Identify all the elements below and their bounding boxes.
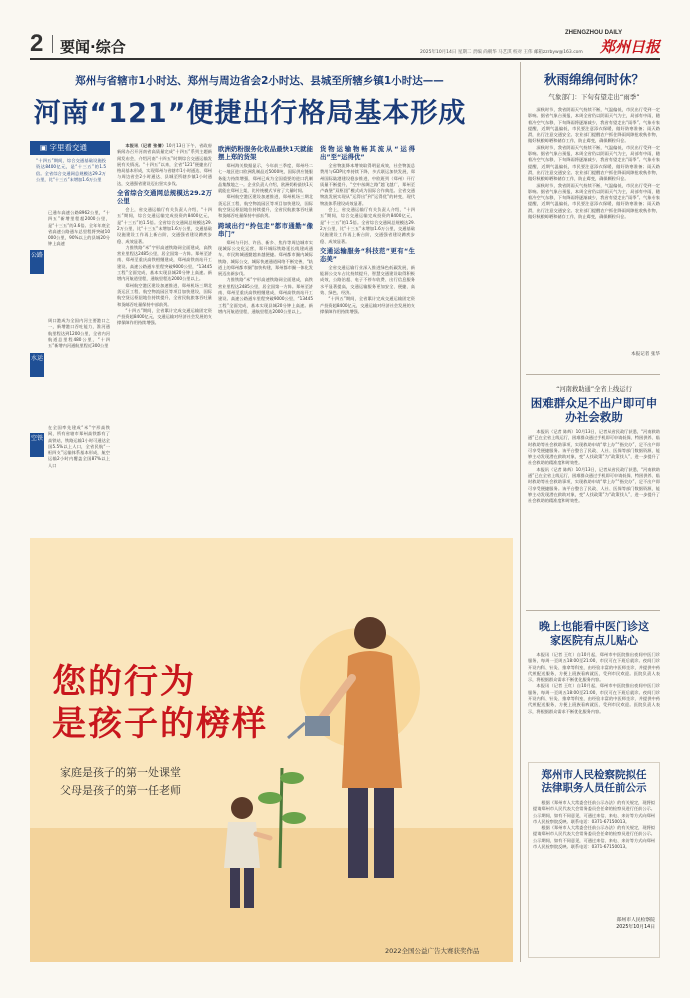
lead-body-5: “十四五”期间，全省累计完成交通运输固定资产投资超8400亿元，交通运输对经济社会发展的支撑保障作用持续增强。 (117, 307, 212, 326)
masthead-meta: 2025年10月14日 星期二 责编 尚朝华 马艺淇 校对 王伟 邮箱zzrbyw@163.com (420, 50, 583, 55)
sidebar-text-road: 已通车高速公路8962公里，“十四五”新增里程超2000公里，是“十三五”的3.6倍。全年年底全省高速公路通车总里程将突破10000公里，90%以上的县城20分钟上高速 (48, 210, 110, 247)
col3-body-1b: 郑州航空港区建设加速推进，郑州机场三期北货运区工程、航空物流园区等项目加快建设，国际航空货运枢纽地位持续提升，全省民航旅客吞吐量和货邮吞吐量保持中部前列。 (218, 194, 313, 219)
autumn-rain-byline: 本报记者 张华 (630, 352, 660, 357)
article-tcm-clinic (528, 618, 660, 758)
article-social-relief (528, 384, 660, 606)
tcm-title: 晚上也能看中医门诊这家医院有点儿贴心 (539, 620, 649, 647)
sidebar-item-water (30, 318, 110, 418)
lead-body-3: 力推铁路“米”字形高速铁路网全面建成，高铁营业里程达2485公里，居全国第一方阵。郑州至济南、郑州至重庆高铁相继建成，郑州高铁南站开工建设。高速公路通车里程突破9000公里，“13445工程”全面完成，基本实现县城20分钟上高速。新增内河航道里程，通航里程达2000公里以上。 (117, 244, 212, 282)
autumn-rain-body (528, 107, 660, 351)
sidebar-title-icon: ▣ (40, 143, 50, 152)
tcm-text-2: 本报讯（记者 王红）自10月起，郑州市中医院推出夜间中医门诊服务，每周一至周五18:00至21:00，市民可在下班后就诊。夜间门诊开设内科、针灸、推拿等科室，由经验丰富的中医师坐诊，并提供中药代煎配送服务，方便上班族看病就医，受到市民欢迎。医院负责人表示，将根据群众需求不断优化服务内容。 (528, 683, 660, 714)
notice-body (533, 800, 655, 912)
public-service-ad (30, 538, 513, 962)
notice-text: 根据《郑州市人大常委会任前公示办法》的有关规定，现将拟提请郑州市人民代表大会常务委员会任命的检察员进行任前公示。公示期间，如有不同意见，可通过来信、来电、来访等方式向郑州市人民检察院反映。联系电话：0371-67150013。 (533, 800, 655, 824)
lead-body-4: 郑州航空港区建设加速推进，郑州机场三期北货运区工程、航空物流园区等项目加快建设，国际航空货运枢纽地位持续提升，全省民航旅客吞吐量和货邮吞吐量保持中部前列。 (117, 282, 212, 307)
ad-title-line-2: 是孩子的榜样 (52, 704, 268, 744)
notice-signature: 郑州市人民检察院 (616, 918, 655, 923)
sidebar-item-road (30, 210, 110, 315)
lead-body-1: 10月13日下午，省政府新闻办召开河南省高质量完成“十四五”系列主题新闻发布会，介绍河南“十四五”时期综合交通运输发展有关情况。“十四五”以来，全省“121”便捷出行格局基本形成，实现郑州与省辖市1小时通达、郑州与周边省会2小时通达、县城至所辖乡镇1小时通达，交通强省建设迈出坚实步伐。 (117, 143, 212, 186)
lead-column-3 (218, 143, 313, 535)
col4-subhead-2: 交通运输服务“科技范”更有“生态美” (320, 246, 415, 263)
relief-text: 本报讯（记者 陈辉）10月13日，记者从省民政厅获悉，“河南救助通”已在全省上线运行，困难群众通过手机即可申请低保、特困供养、临时救助等社会救助事项，实现救助申请“掌上办”“指尖办”，足不出户即可享受便捷服务。该平台整合了民政、人社、医保等部门数据资源，能够主动发现潜在救助对象，变“人找政策”为“政策找人”，进一步提升了社会救助的精准度和时效性。 (528, 429, 660, 466)
lead-body-2: 会上，省交通运输厅有关负责人介绍，“十四五”期间，综合交通运输完成投资约8400亿元，是“十三五”的1.5倍。全省综合交通网总规模达29.2万公里，比“十三五”末增加1.6万公里，交通基础设施建设工作再上新台阶，交通强省建设蹄疾步稳、成效显著。 (117, 207, 212, 244)
col3-subhead-1: 欧洲奶粉服务化收品最快1天就能摆上郑的货架 (218, 145, 313, 161)
ad-tagline-2: 父母是孩子的第一任老师 (60, 784, 181, 797)
notice-title: 郑州市人民检察院拟任法律职务人员任前公示 (541, 769, 647, 794)
relief-title: 困难群众足不出户即可申办社会救助 (530, 396, 658, 424)
lead-subhead-1: 全省综合交通网总规模达29.2万公里 (117, 189, 212, 206)
col3-body-2: 郑州与开封、许昌、新乡、焦作等周边城市实现城际公交化运营，郑开城际铁路延长线建成通车，市民跨城通勤越来越便捷。郑州都市圈内城际铁路、城际公交、城际快速通道网络不断完善，“轨道上的郑州都市圈”加快构建，郑州都市圈一体化发展迈出新步伐。 (218, 239, 313, 277)
paper-name-logo: 郑州日报 (600, 38, 661, 56)
autumn-rain-text: 深秋时节，我省阴雨天气持续不断，气温偏低，市民出行受到一定影响。据省气象台预报，本周全省仍以阴雨天气为主，局部有中雨，随着冷空气东移，下旬降雨将逐渐减少，我省有望走出“雨季”。气象专家提醒，近期气温偏低，市民要注意添衣保暖，做好防寒准备；雨天路滑，出行注意交通安全。农业部门提醒农户抓住降雨间隙抢收秋作物，做好秋粮晾晒和储存工作，防止霉变，确保颗粒归仓。 (528, 107, 660, 144)
masthead-rule (30, 58, 660, 60)
autumn-rain-text-3: 深秋时节，我省阴雨天气持续不断，气温偏低，市民出行受到一定影响。据省气象台预报，本周全省仍以阴雨天气为主，局部有中雨，随着冷空气东移，下旬降雨将逐渐减少，我省有望走出“雨季”。气象专家提醒，近期气温偏低，市民要注意添衣保暖，做好防寒准备；雨天路滑，出行注意交通安全。农业部门提醒农户抓住降雨间隙抢收秋作物，做好秋粮晾晒和储存工作，防止霉变，确保颗粒归仓。 (528, 182, 660, 220)
col3-body-2b: 力推铁路“米”字形高速铁路网全面建成，高铁营业里程达2485公里，居全国第一方阵。郑州至济南、郑州至重庆高铁相继建成，郑州高铁南站开工建设。高速公路通车里程突破9000公里，“13445工程”全面完成，基本实现县城20分钟上高速。新增内河航道里程，通航里程达2000公里以上。 (218, 277, 313, 314)
relief-text-2: 本报讯（记者 陈辉）10月13日，记者从省民政厅获悉，“河南救助通”已在全省上线运行，困难群众通过手机即可申请低保、特困供养、临时救助等社会救助事项，实现救助申请“掌上办”“指尖办”，足不出户即可享受便捷服务。该平台整合了民政、人社、医保等部门数据资源，能够主动发现潜在救助对象，变“人找政策”为“政策找人”，进一步提升了社会救助的精准度和时效性。 (528, 466, 660, 504)
ad-tagline-1: 家庭是孩子的第一处课堂 (60, 766, 181, 779)
sidebar-text-air-rail: 在全国率先建成“米”字形高铁网，所有省辖市郑州高铁都有了高铁站，铁路运输1小时可通达全国5.5%以上人口，全省民航“一枢四支”运输体系基本形成，航空运输2小时内覆盖全国87%以上人口 (48, 425, 110, 468)
lead-headline: 河南“121”便捷出行格局基本形成 (33, 98, 467, 129)
col4-subhead-1: 货物运输物畅其流从“运得出”至“运得优” (320, 145, 415, 161)
rule-right-2 (526, 610, 660, 611)
notice-text-2: 根据《郑州市人大常委会任前公示办法》的有关规定，现将拟提请郑州市人民代表大会常务委员会任命的检察员进行任前公示。公示期间，如有不同意见，可通过来信、来电、来访等方式向郑州市人民检察院反映。联系电话：0371-67150013。 (533, 825, 655, 850)
tcm-text: 本报讯（记者 王红）自10月起，郑州市中医院推出夜间中医门诊服务，每周一至周五18:00至21:00，市民可在下班后就诊。夜间门诊开设内科、针灸、推拿等科室，由经验丰富的中医师坐诊，并提供中药代煎配送服务，方便上班族看病就医，受到市民欢迎。医院负责人表示，将根据群众需求不断优化服务内容。 (528, 652, 660, 683)
ad-illustration (30, 538, 513, 962)
section-title: 要闻·综合 (60, 38, 126, 56)
col4-body-2: 全省交通运输行业深入推进绿色低碳发展，新能源公交车占比持续提升，智慧交通建设取得积极成效，公路治超、电子不停车收费、出行信息服务水平显著提高，交通运输服务更加安全、便捷、高效、绿色、经济。 (320, 264, 415, 296)
col3-body-1: 郑州海关数据显示，今年前三季度，郑州经二七一地区进口欧洲乳制品近5000吨，国际供应链服务能力持续增强，郑州已成为全国重要的进口乳制品集散地之一。企业负责人介绍，欧洲奶粉最快1天就能在郑州上架，比传统模式节省了大量时间。 (218, 163, 313, 194)
sidebar-item-air-rail (30, 425, 110, 535)
notice-date: 2025年10月14日 (616, 925, 655, 930)
rule-right-1 (526, 374, 660, 375)
section-divider (52, 35, 53, 53)
lead-kicker: 郑州与省辖市1小时达、郑州与周边省会2小时达、县城至所辖乡镇1小时达—— (75, 75, 444, 87)
page-number: 2 (30, 30, 44, 57)
edition-english: ZHENGZHOU DAILY (565, 30, 623, 36)
sidebar-text-water: 周口港成为全国内河主要港口之一，新增港口吞吐能力，淮河通航里程达到1200公里，全省内河航道总里程480公里，“十四五”新增内河通航里程近300公里 (48, 318, 110, 349)
sidebar-title: 字里看交通 (49, 143, 87, 152)
article-autumn-rain (528, 64, 660, 364)
lead-column-2 (117, 143, 212, 535)
autumn-rain-text-2: 深秋时节，我省阴雨天气持续不断，气温偏低，市民出行受到一定影响。据省气象台预报，本周全省仍以阴雨天气为主，局部有中雨，随着冷空气东移，下旬降雨将逐渐减少，我省有望走出“雨季”。气象专家提醒，近期气温偏低，市民要注意添衣保暖，做好防寒准备；雨天路滑，出行注意交通安全。农业部门提醒农户抓住降雨间隙抢收秋作物，做好秋粮晾晒和储存工作，防止霉变，确保颗粒归仓。 (528, 144, 660, 182)
col3-subhead-2: 跨域出行“拎包走”都市通勤“像串门” (218, 221, 313, 238)
tcm-body (528, 652, 660, 754)
col4-body-2b: “十四五”期间，全省累计完成交通运输固定资产投资超8400亿元，交通运输对经济社会发展的支撑保障作用持续增强。 (320, 296, 415, 314)
autumn-rain-subtitle: 气象部门：下旬有望走出“雨季” (548, 93, 640, 101)
notice-procuratorate (528, 762, 660, 958)
column-rule-main (520, 62, 521, 962)
lead-byline: 本报讯（记者 张倩） (125, 143, 167, 148)
sidebar-intro: “十四五”期间，综合交通基础设施投资达8400亿元，是“十三五”的1.5倍。全省综合交通网总规模达29.2万公里，比“十三五”末增加1.6万公里 (36, 158, 106, 182)
col4-body-1b: 会上，省交通运输厅有关负责人介绍，“十四五”期间，综合交通运输完成投资约8400亿元，是“十三五”的1.5倍。全省综合交通网总规模达29.2万公里，比“十三五”末增加1.6万公里，交通基础设施建设工作再上新台阶，交通强省建设蹄疾步稳、成效显著。 (320, 207, 415, 244)
relief-kicker: “河南救助通”全省上线运行 (556, 386, 632, 393)
autumn-rain-title: 秋雨绵绵何时休？ (543, 72, 644, 87)
sidebar-tag-road: 公路 (30, 250, 44, 274)
col4-body-1: 全省物流降本增效取得明显成效，社会物流总费用与GDP比率持续下降，多式联运加快发展，郑州国际陆港建设稳步推进，中欧班列（郑州）开行质量不断提升，“空中丝绸之路”越飞越广，郑州至卢森堡“双枢纽”模式成为国际合作典范。全省交通物流发展实现从“运得出”到“运得优”的转变，现代物流体系建设成效显著。 (320, 163, 415, 206)
sidebar-title-bar (30, 141, 110, 155)
relief-body (528, 429, 660, 601)
ad-title-line-1: 您的行为 (52, 662, 196, 702)
lead-column-4 (320, 143, 415, 535)
sidebar-tag-water: 水运 (30, 353, 44, 377)
sidebar-tag-air-rail: 空铁 (30, 433, 44, 457)
ad-caption: 2022全国公益广告大赛获奖作品 (385, 947, 480, 955)
